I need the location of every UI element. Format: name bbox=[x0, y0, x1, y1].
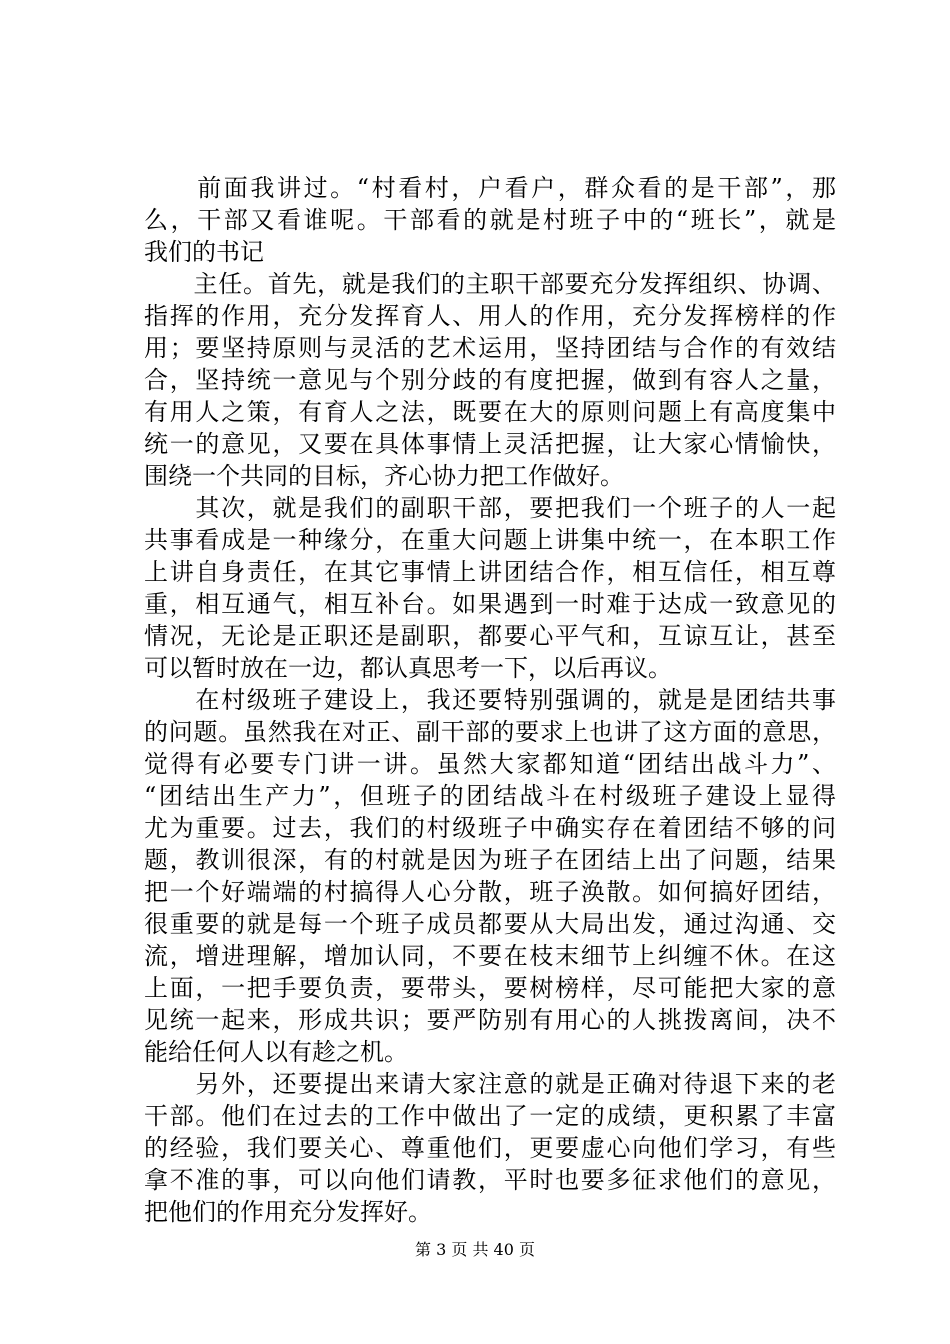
text-line: 的经验，我们要关心、尊重他们，更要虚心向他们学习，有些 bbox=[144, 1134, 836, 1162]
text-line: 很重要的就是每一个班子成员都要从大局出发，通过沟通、交 bbox=[144, 910, 836, 938]
text-line: 统一的意见，又要在具体事情上灵活把握，让大家心情愉快， bbox=[144, 430, 836, 458]
text-line: 指挥的作用，充分发挥育人、用人的作用，充分发挥榜样的作 bbox=[144, 302, 836, 330]
text-line: 另外，还要提出来请大家注意的就是正确对待退下来的老 bbox=[144, 1070, 836, 1098]
text-line: 围绕一个共同的目标，齐心协力把工作做好。 bbox=[144, 462, 624, 490]
text-line: 题，教训很深，有的村就是因为班子在团结上出了问题，结果 bbox=[144, 846, 836, 874]
text-line: 上面，一把手要负责，要带头，要树榜样，尽可能把大家的意 bbox=[144, 974, 836, 1002]
text-line: 有用人之策，有育人之法，既要在大的原则问题上有高度集中 bbox=[144, 398, 836, 426]
text-line: 我们的书记 bbox=[144, 238, 264, 266]
text-line: 重，相互通气，相互补台。如果遇到一时难于达成一致意见的 bbox=[144, 590, 836, 618]
paragraph bbox=[144, 684, 836, 1068]
text-line: 情况，无论是正职还是副职，都要心平气和，互谅互让，甚至 bbox=[144, 622, 836, 650]
text-line: 用；要坚持原则与灵活的艺术运用，坚持团结与合作的有效结 bbox=[144, 334, 836, 362]
text-line: 尤为重要。过去，我们的村级班子中确实存在着团结不够的问 bbox=[144, 814, 836, 842]
text-line: 觉得有必要专门讲一讲。虽然大家都知道“团结出战斗力”、 bbox=[144, 750, 836, 778]
text-line: 拿不准的事，可以向他们请教，平时也要多征求他们的意见， bbox=[144, 1166, 836, 1194]
text-line: 可以暂时放在一边，都认真思考一下，以后再议。 bbox=[144, 654, 672, 682]
text-line: 在村级班子建设上，我还要特别强调的，就是是团结共事 bbox=[144, 686, 836, 714]
text-line: 干部。他们在过去的工作中做出了一定的成绩，更积累了丰富 bbox=[144, 1102, 836, 1130]
text-line: 么，干部又看谁呢。干部看的就是村班子中的“班长”，就是 bbox=[144, 206, 836, 234]
text-line: 的问题。虽然我在对正、副干部的要求上也讲了这方面的意思， bbox=[144, 718, 836, 746]
text-line: 前面我讲过。“村看村，户看户，群众看的是干部”，那 bbox=[144, 174, 836, 202]
paragraph bbox=[144, 1068, 836, 1228]
paragraph bbox=[144, 268, 836, 492]
text-line: 主任。首先，就是我们的主职干部要充分发挥组织、协调、 bbox=[144, 270, 836, 298]
text-line: 能给任何人以有趁之机。 bbox=[144, 1038, 408, 1066]
text-line: 流，增进理解，增加认同，不要在枝末细节上纠缠不休。在这 bbox=[144, 942, 836, 970]
text-line: 合，坚持统一意见与个别分歧的有度把握，做到有容人之量， bbox=[144, 366, 836, 394]
text-line: 把他们的作用充分发挥好。 bbox=[144, 1198, 432, 1226]
paragraph bbox=[144, 492, 836, 684]
text-line: 上讲自身责任，在其它事情上讲团结合作，相互信任，相互尊 bbox=[144, 558, 836, 586]
text-line: 其次，就是我们的副职干部，要把我们一个班子的人一起 bbox=[144, 494, 836, 522]
text-line: 把一个好端端的村搞得人心分散，班子涣散。如何搞好团结， bbox=[144, 878, 836, 906]
paragraph bbox=[144, 172, 836, 268]
text-line: “团结出生产力”，但班子的团结战斗在村级班子建设上显得 bbox=[144, 782, 836, 810]
document-body bbox=[144, 172, 836, 1228]
page-number-footer: 第 3 页 共 40 页 bbox=[415, 1240, 535, 1259]
text-line: 见统一起来，形成共识；要严防别有用心的人挑拨离间，决不 bbox=[144, 1006, 836, 1034]
text-line: 共事看成是一种缘分，在重大问题上讲集中统一，在本职工作 bbox=[144, 526, 836, 554]
